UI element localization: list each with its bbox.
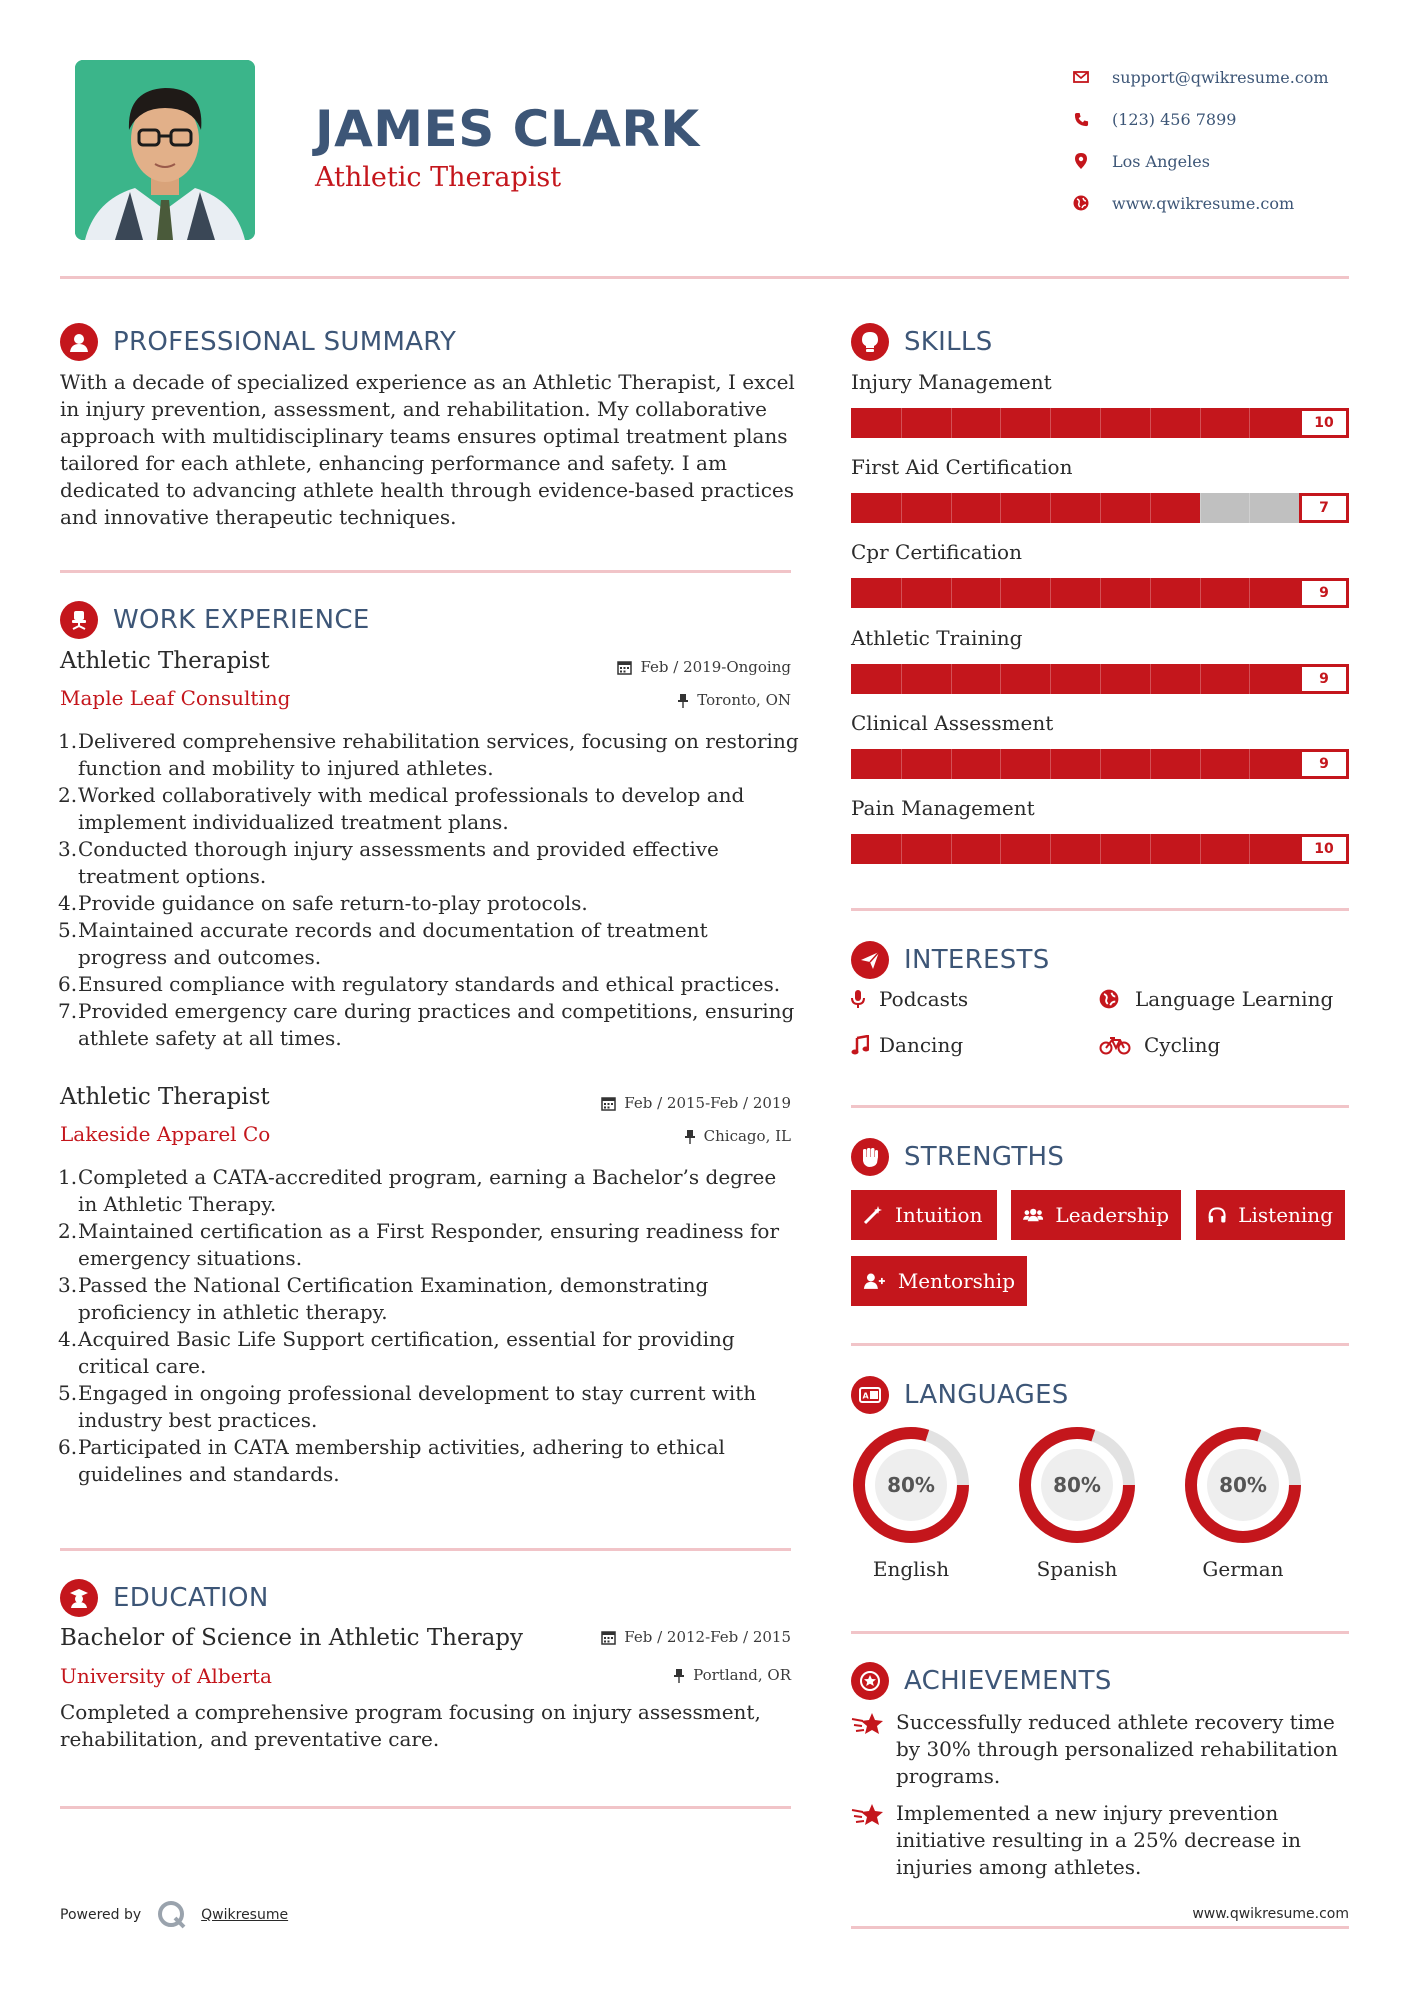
music-note-icon [851, 1035, 877, 1055]
education-dates [601, 1628, 791, 1646]
list-item: 3. Passed the National Certification Examination, demonstrating proficiency in athletic therapy. [58, 1273, 709, 1324]
profile-photo [75, 60, 255, 240]
microphone-icon [851, 989, 877, 1009]
envelope-icon [1070, 66, 1092, 88]
skill-bar-segment [1100, 834, 1101, 864]
skill-value: 9 [1299, 749, 1349, 779]
job-1-title: Athletic Therapist [60, 648, 270, 674]
job-2-company: Lakeside Apparel Co [60, 1122, 271, 1146]
footer-powered-by [60, 1898, 288, 1932]
skill-label: First Aid Certification [851, 455, 1073, 480]
summary-text: With a decade of specialized experience as an Athletic Therapist, I excel in injury prevention, assessment, and rehabilitation. My collaborative approach with multidisciplinary teams ensures optimal treatment plans tailored for each athlete, enhancing performance and safety. I am dedicated to advancing athlete health through evidence-based practices and innovative therapeutic techniques. [60, 370, 795, 529]
strength-label: Leadership [1055, 1203, 1169, 1227]
skills-title: SKILLS [904, 327, 993, 357]
skill-value: 9 [1299, 664, 1349, 694]
skill-bar-segment [1100, 578, 1101, 608]
skill-label: Cpr Certification [851, 540, 1022, 565]
language-donut [846, 1420, 976, 1550]
job-2-location [684, 1127, 791, 1145]
skill-value: 7 [1299, 493, 1349, 523]
job-1-company: Maple Leaf Consulting [60, 686, 291, 710]
skill-bar-segment [951, 493, 952, 523]
language-percent: 80% [1053, 1473, 1101, 1497]
strengths-title: STRENGTHS [904, 1142, 1065, 1172]
education-title: EDUCATION [113, 1583, 269, 1613]
skill-bar-segment [1200, 834, 1201, 864]
education-location [673, 1666, 791, 1684]
skill-bar-segment [1100, 749, 1101, 779]
contact-list [1070, 56, 1329, 224]
strength-label: Listening [1238, 1203, 1333, 1227]
skill-bar-segment [951, 578, 952, 608]
interest-cycling [1099, 1033, 1220, 1057]
contact-phone[interactable] [1070, 98, 1329, 140]
skill-bar-segment [1000, 578, 1001, 608]
achievement-item [851, 1709, 1351, 1790]
achievements-header [851, 1662, 1112, 1700]
skill-bar-segment [901, 493, 902, 523]
skill-bar-segment [901, 664, 902, 694]
globe-icon [1070, 192, 1092, 214]
contact-location [1070, 140, 1329, 182]
qwikresume-link[interactable]: Qwikresume [201, 1907, 289, 1923]
list-item: 6. Ensured compliance with regulatory standards and ethical practices. [58, 972, 781, 996]
skill-bar-segment [1100, 664, 1101, 694]
list-item: 5. Maintained accurate records and documentation of treatment progress and outcomes. [58, 918, 708, 969]
language-name: German [1202, 1557, 1284, 1581]
work-title: WORK EXPERIENCE [113, 605, 370, 635]
summary-header [60, 323, 456, 361]
bicycle-icon [1099, 1035, 1142, 1055]
skill-bar-segment [1150, 578, 1151, 608]
strength-leadership [1011, 1190, 1181, 1240]
list-item: 6. Participated in CATA membership activities, adhering to ethical guidelines and standards. [58, 1435, 725, 1486]
work-divider [60, 1548, 791, 1551]
skill-bar-segment [951, 408, 952, 438]
skill-bar-segment [1050, 578, 1051, 608]
achievements-title: ACHIEVEMENTS [904, 1666, 1112, 1696]
skill-bar [851, 578, 1349, 608]
skill-bar-segment [1000, 493, 1001, 523]
interest-language-learning [1099, 987, 1333, 1011]
skill-bar-segment [1050, 664, 1051, 694]
education-header [60, 1579, 269, 1617]
strength-label: Mentorship [897, 1269, 1015, 1293]
skill-label: Clinical Assessment [851, 710, 1054, 735]
powered-by-label: Powered by [60, 1907, 142, 1923]
strengths-divider [851, 1343, 1349, 1346]
interest-label: Dancing [879, 1033, 964, 1057]
job-2-title: Athletic Therapist [60, 1084, 270, 1110]
education-description: Completed a comprehensive program focusing on injury assessment, rehabilitation, and preventative care. [60, 1700, 761, 1751]
skill-bar-segment [1000, 749, 1001, 779]
skill-bar-fill [851, 749, 1299, 779]
skill-bar-segment [1050, 834, 1051, 864]
skill-bar-fill [851, 493, 1200, 523]
language-percent: 80% [1219, 1473, 1267, 1497]
skill-bar [851, 664, 1349, 694]
job-2-dates-text: Feb / 2015-Feb / 2019 [624, 1094, 791, 1112]
skill-bar-segment [1200, 493, 1201, 523]
job-1-location [677, 691, 791, 709]
interests-header [851, 941, 1050, 979]
education-dates-text: Feb / 2012-Feb / 2015 [624, 1628, 791, 1646]
skill-bar-fill [851, 664, 1299, 694]
interest-podcasts [851, 987, 968, 1011]
job-2-dates [601, 1094, 791, 1112]
language-name: Spanish [1036, 1557, 1118, 1581]
skill-bar-segment [1150, 664, 1151, 694]
job-2-location-text: Chicago, IL [703, 1127, 791, 1145]
education-school: University of Alberta [60, 1664, 272, 1688]
summary-title: PROFESSIONAL SUMMARY [113, 327, 457, 357]
calendar-icon [601, 1096, 616, 1111]
skill-bar-segment [951, 834, 952, 864]
skill-value: 10 [1299, 834, 1349, 864]
summary-divider [60, 570, 791, 573]
skill-bar [851, 493, 1349, 523]
work-header [60, 601, 370, 639]
language-name: English [872, 1557, 950, 1581]
language-percent: 80% [887, 1473, 935, 1497]
star-badge-icon [851, 1662, 889, 1700]
users-icon [1023, 1205, 1043, 1225]
pushpin-icon [673, 1668, 685, 1683]
achievement-item [851, 1800, 1351, 1881]
list-item: 3. Conducted thorough injury assessments and provided effective treatment options. [58, 837, 719, 888]
skill-value: 10 [1299, 408, 1349, 438]
skill-bar-segment [1050, 493, 1051, 523]
email-text: support@qwikresume.com [1112, 67, 1329, 87]
fist-icon [851, 1138, 889, 1176]
skill-bar-segment [901, 834, 902, 864]
skill-bar-segment [1000, 834, 1001, 864]
interest-dancing [851, 1033, 963, 1057]
list-item: 4. Acquired Basic Life Support certification, essential for providing critical care. [58, 1327, 735, 1378]
skill-label: Injury Management [851, 370, 1052, 394]
skills-divider [851, 908, 1349, 911]
skill-bar-segment [1000, 408, 1001, 438]
list-item: 7. Provided emergency care during practices and competitions, ensuring athlete safety at all times. [58, 999, 795, 1050]
interest-label: Cycling [1144, 1033, 1221, 1057]
interests-title: INTERESTS [904, 945, 1050, 975]
language-donut [1012, 1420, 1142, 1550]
strengths-header [851, 1138, 1064, 1176]
skill-bar-segment [951, 749, 952, 779]
languages-title: LANGUAGES [904, 1380, 1069, 1410]
skill-bar-segment [1150, 834, 1151, 864]
svg-text:A: A [862, 1391, 869, 1401]
skill-bar-segment [1050, 749, 1051, 779]
office-chair-icon [60, 601, 98, 639]
strength-listening [1196, 1190, 1345, 1240]
shooting-star-icon [851, 1800, 896, 1881]
achievement-text: Implemented a new injury prevention initiative resulting in a 25% decrease in injuries among athletes. [896, 1801, 1301, 1879]
job-1-dates [617, 658, 791, 676]
list-item: 1. Delivered comprehensive rehabilitation services, focusing on restoring function and mobility to injured athletes. [58, 729, 799, 780]
education-location-text: Portland, OR [693, 1666, 791, 1684]
candidate-name: JAMES CLARK [315, 100, 700, 158]
strength-label: Intuition [895, 1203, 983, 1227]
paper-plane-icon [851, 941, 889, 979]
skill-bar [851, 834, 1349, 864]
job-1-location-text: Toronto, ON [697, 691, 791, 709]
skill-value: 9 [1299, 578, 1349, 608]
job-1-dates-text: Feb / 2019-Ongoing [640, 658, 791, 676]
skill-bar-segment [1249, 664, 1250, 694]
contact-email[interactable] [1070, 56, 1329, 98]
calendar-icon [601, 1630, 616, 1645]
map-pin-icon [1070, 150, 1092, 172]
user-icon [60, 323, 98, 361]
headphones-icon [1208, 1205, 1226, 1225]
globe-icon [1099, 989, 1133, 1009]
skill-bar-segment [1150, 493, 1151, 523]
pushpin-icon [684, 1129, 696, 1144]
language-donut [1178, 1420, 1308, 1550]
skill-bar-segment [901, 749, 902, 779]
skill-bar-segment [901, 408, 902, 438]
location-text: Los Angeles [1112, 151, 1210, 171]
skill-bar-segment [1249, 408, 1250, 438]
website-text: www.qwikresume.com [1112, 193, 1295, 213]
job-2-duties [60, 1164, 800, 1488]
list-item: 2. Worked collaboratively with medical professionals to develop and implement individualized treatment plans. [58, 783, 745, 834]
skill-bar-fill [851, 578, 1299, 608]
phone-text: (123) 456 7899 [1112, 109, 1237, 129]
list-item: 4. Provide guidance on safe return-to-play protocols. [58, 891, 588, 915]
skill-bar-segment [1249, 834, 1250, 864]
lightbulb-icon [851, 323, 889, 361]
strength-mentorship [851, 1256, 1027, 1306]
skill-bar-segment [1150, 749, 1151, 779]
skill-bar-segment [1200, 664, 1201, 694]
list-item: 5. Engaged in ongoing professional development to stay current with industry best practices. [58, 1381, 757, 1432]
skill-label: Pain Management [851, 796, 1035, 820]
skill-bar-segment [1050, 408, 1051, 438]
skill-bar-segment [1200, 408, 1201, 438]
education-divider [60, 1806, 791, 1809]
list-item: 2. Maintained certification as a First Responder, ensuring readiness for emergency situations. [58, 1219, 780, 1270]
skill-bar-segment [901, 578, 902, 608]
user-plus-icon [863, 1271, 886, 1291]
skill-bar-segment [1200, 578, 1201, 608]
skill-bar-segment [1249, 578, 1250, 608]
phone-icon [1070, 108, 1092, 130]
skill-bar-segment [1100, 493, 1101, 523]
footer-website[interactable]: www.qwikresume.com [1192, 1906, 1349, 1922]
skill-bar [851, 408, 1349, 438]
header-divider [60, 276, 1349, 279]
magic-wand-icon [863, 1205, 883, 1225]
skill-bar-segment [1249, 493, 1250, 523]
skill-bar-segment [1100, 408, 1101, 438]
skill-bar-segment [1000, 664, 1001, 694]
qwikresume-logo-icon [155, 1898, 189, 1932]
skill-bar-segment [1249, 749, 1250, 779]
list-item: 1. Completed a CATA-accredited program, earning a Bachelor’s degree in Athletic Therapy. [58, 1165, 777, 1216]
education-degree: Bachelor of Science in Athletic Therapy [60, 1625, 524, 1651]
interest-label: Language Learning [1135, 987, 1334, 1011]
achievement-text: Successfully reduced athlete recovery time by 30% through personalized rehabilitation programs. [896, 1710, 1338, 1788]
languages-divider [851, 1631, 1349, 1634]
skill-label: Athletic Training [851, 625, 1023, 650]
graduate-icon [60, 1579, 98, 1617]
skill-bar-segment [1200, 749, 1201, 779]
candidate-title: Athletic Therapist [315, 162, 562, 193]
skill-bar-segment [1150, 408, 1151, 438]
job-1-duties [60, 728, 800, 1052]
skill-bar-segment [951, 664, 952, 694]
skill-bar [851, 749, 1349, 779]
contact-website[interactable] [1070, 182, 1329, 224]
calendar-icon [617, 660, 632, 675]
translate-icon [851, 1376, 889, 1414]
languages-header [851, 1376, 1069, 1414]
footer-divider [851, 1926, 1349, 1929]
interest-label: Podcasts [879, 987, 969, 1011]
shooting-star-icon [851, 1709, 896, 1790]
skills-header [851, 323, 993, 361]
strength-intuition [851, 1190, 997, 1240]
pushpin-icon [677, 693, 689, 708]
interests-divider [851, 1105, 1349, 1108]
